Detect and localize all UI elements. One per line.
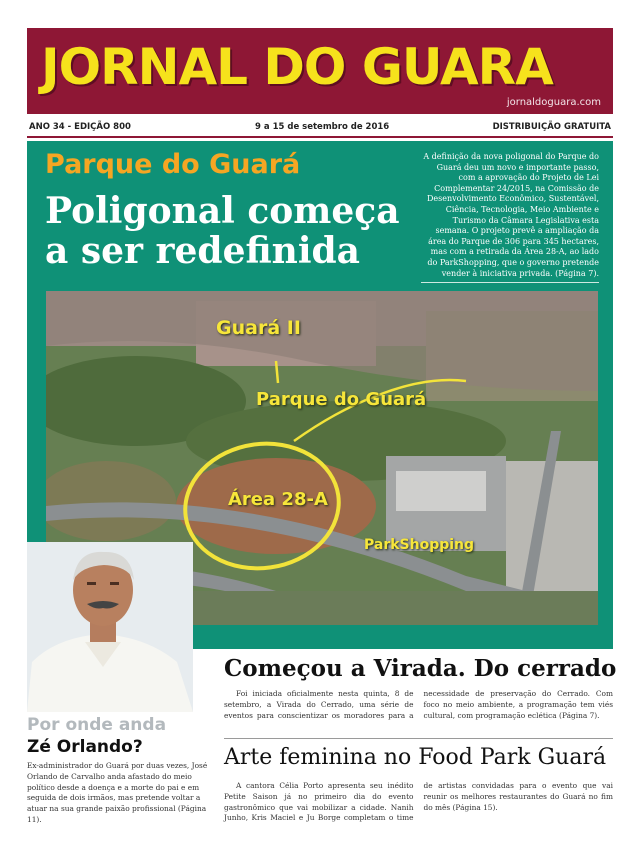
newspaper-title: JORNAL DO GUARA (41, 38, 553, 96)
section-divider (224, 738, 613, 739)
map-label-area-28a: Área 28-A (228, 489, 328, 510)
story-foodpark-body (224, 781, 613, 824)
story-cerrado-body (224, 689, 613, 721)
issue-dates: 9 a 15 de setembro de 2016 (255, 122, 390, 132)
profile-text: Ex-administrador do Guará por duas vezes, José Orlando de Carvalho anda afastado do meio político desde a doença e a morte do pai e em seguida de dois irmãos, mas pretende voltar a atuar na sua grande paixão profissional (Página 11). (27, 761, 208, 824)
issue-info-bar (27, 118, 613, 138)
website-url[interactable]: jornaldoguara.com (506, 97, 601, 108)
profile-name[interactable]: Zé Orlando? (27, 737, 143, 757)
profile-kicker: Por onde anda (27, 715, 167, 735)
distribution-label: DISTRIBUIÇÃO GRATUITA (492, 122, 611, 132)
lead-headline[interactable]: Poligonal começa a ser redefinida (45, 190, 400, 272)
edition-label: ANO 34 - EDIÇÃO 800 (29, 122, 131, 132)
map-label-guara-ii: Guará II (216, 317, 301, 339)
story-cerrado-title[interactable]: Começou a Virada. Do cerrado (224, 655, 617, 682)
story-cerrado-text: Foi iniciada oficialmente nesta quinta, 8 de setembro, a Virada do Cerrado, uma série de eventos para conscientizar os moradores para a necessidade de preservação do Cerrado. Com foco no meio ambiente, a programação tem viés cultural, com programação eclética (Página 7). (224, 689, 613, 720)
lead-kicker: Parque do Guará (45, 149, 301, 180)
profile-portrait (27, 542, 193, 712)
lead-summary: A definição da nova poligonal do Parque do Guará deu um novo e importante passo, com a aprovação do Projeto de Lei Complementar 24/2015, na Comissão de Desenvolvimento Econômico, Sustentável, Ciência, Tecnologia, Meio Ambiente e Turismo da Câmara Legislativa esta semana. O projeto prevê a ampliação da área do Parque de 306 para 345 hectares, mas com a retirada da Área 28-A, ao lado do ParkShopping, que o governo pretende vender à iniciativa privada. (Página 7). (421, 152, 599, 283)
portrait-illustration (27, 542, 193, 712)
masthead (27, 28, 613, 114)
map-label-parkshopping: ParkShopping (364, 537, 475, 553)
map-label-parque: Parque do Guará (256, 389, 427, 410)
story-foodpark-title[interactable]: Arte feminina no Food Park Guará (224, 745, 607, 770)
story-foodpark-text: A cantora Célia Porto apresenta seu inédito Petite Saison já no primeiro dia do evento gastronômico que vai mobilizar a cidade. Nanih Junho, Kris Maciel e Ju Borge completam o time de artistas convidadas para o evento que vai reunir os melhores restaurantes do Guará no fim do mês (Página 15). (224, 781, 613, 823)
